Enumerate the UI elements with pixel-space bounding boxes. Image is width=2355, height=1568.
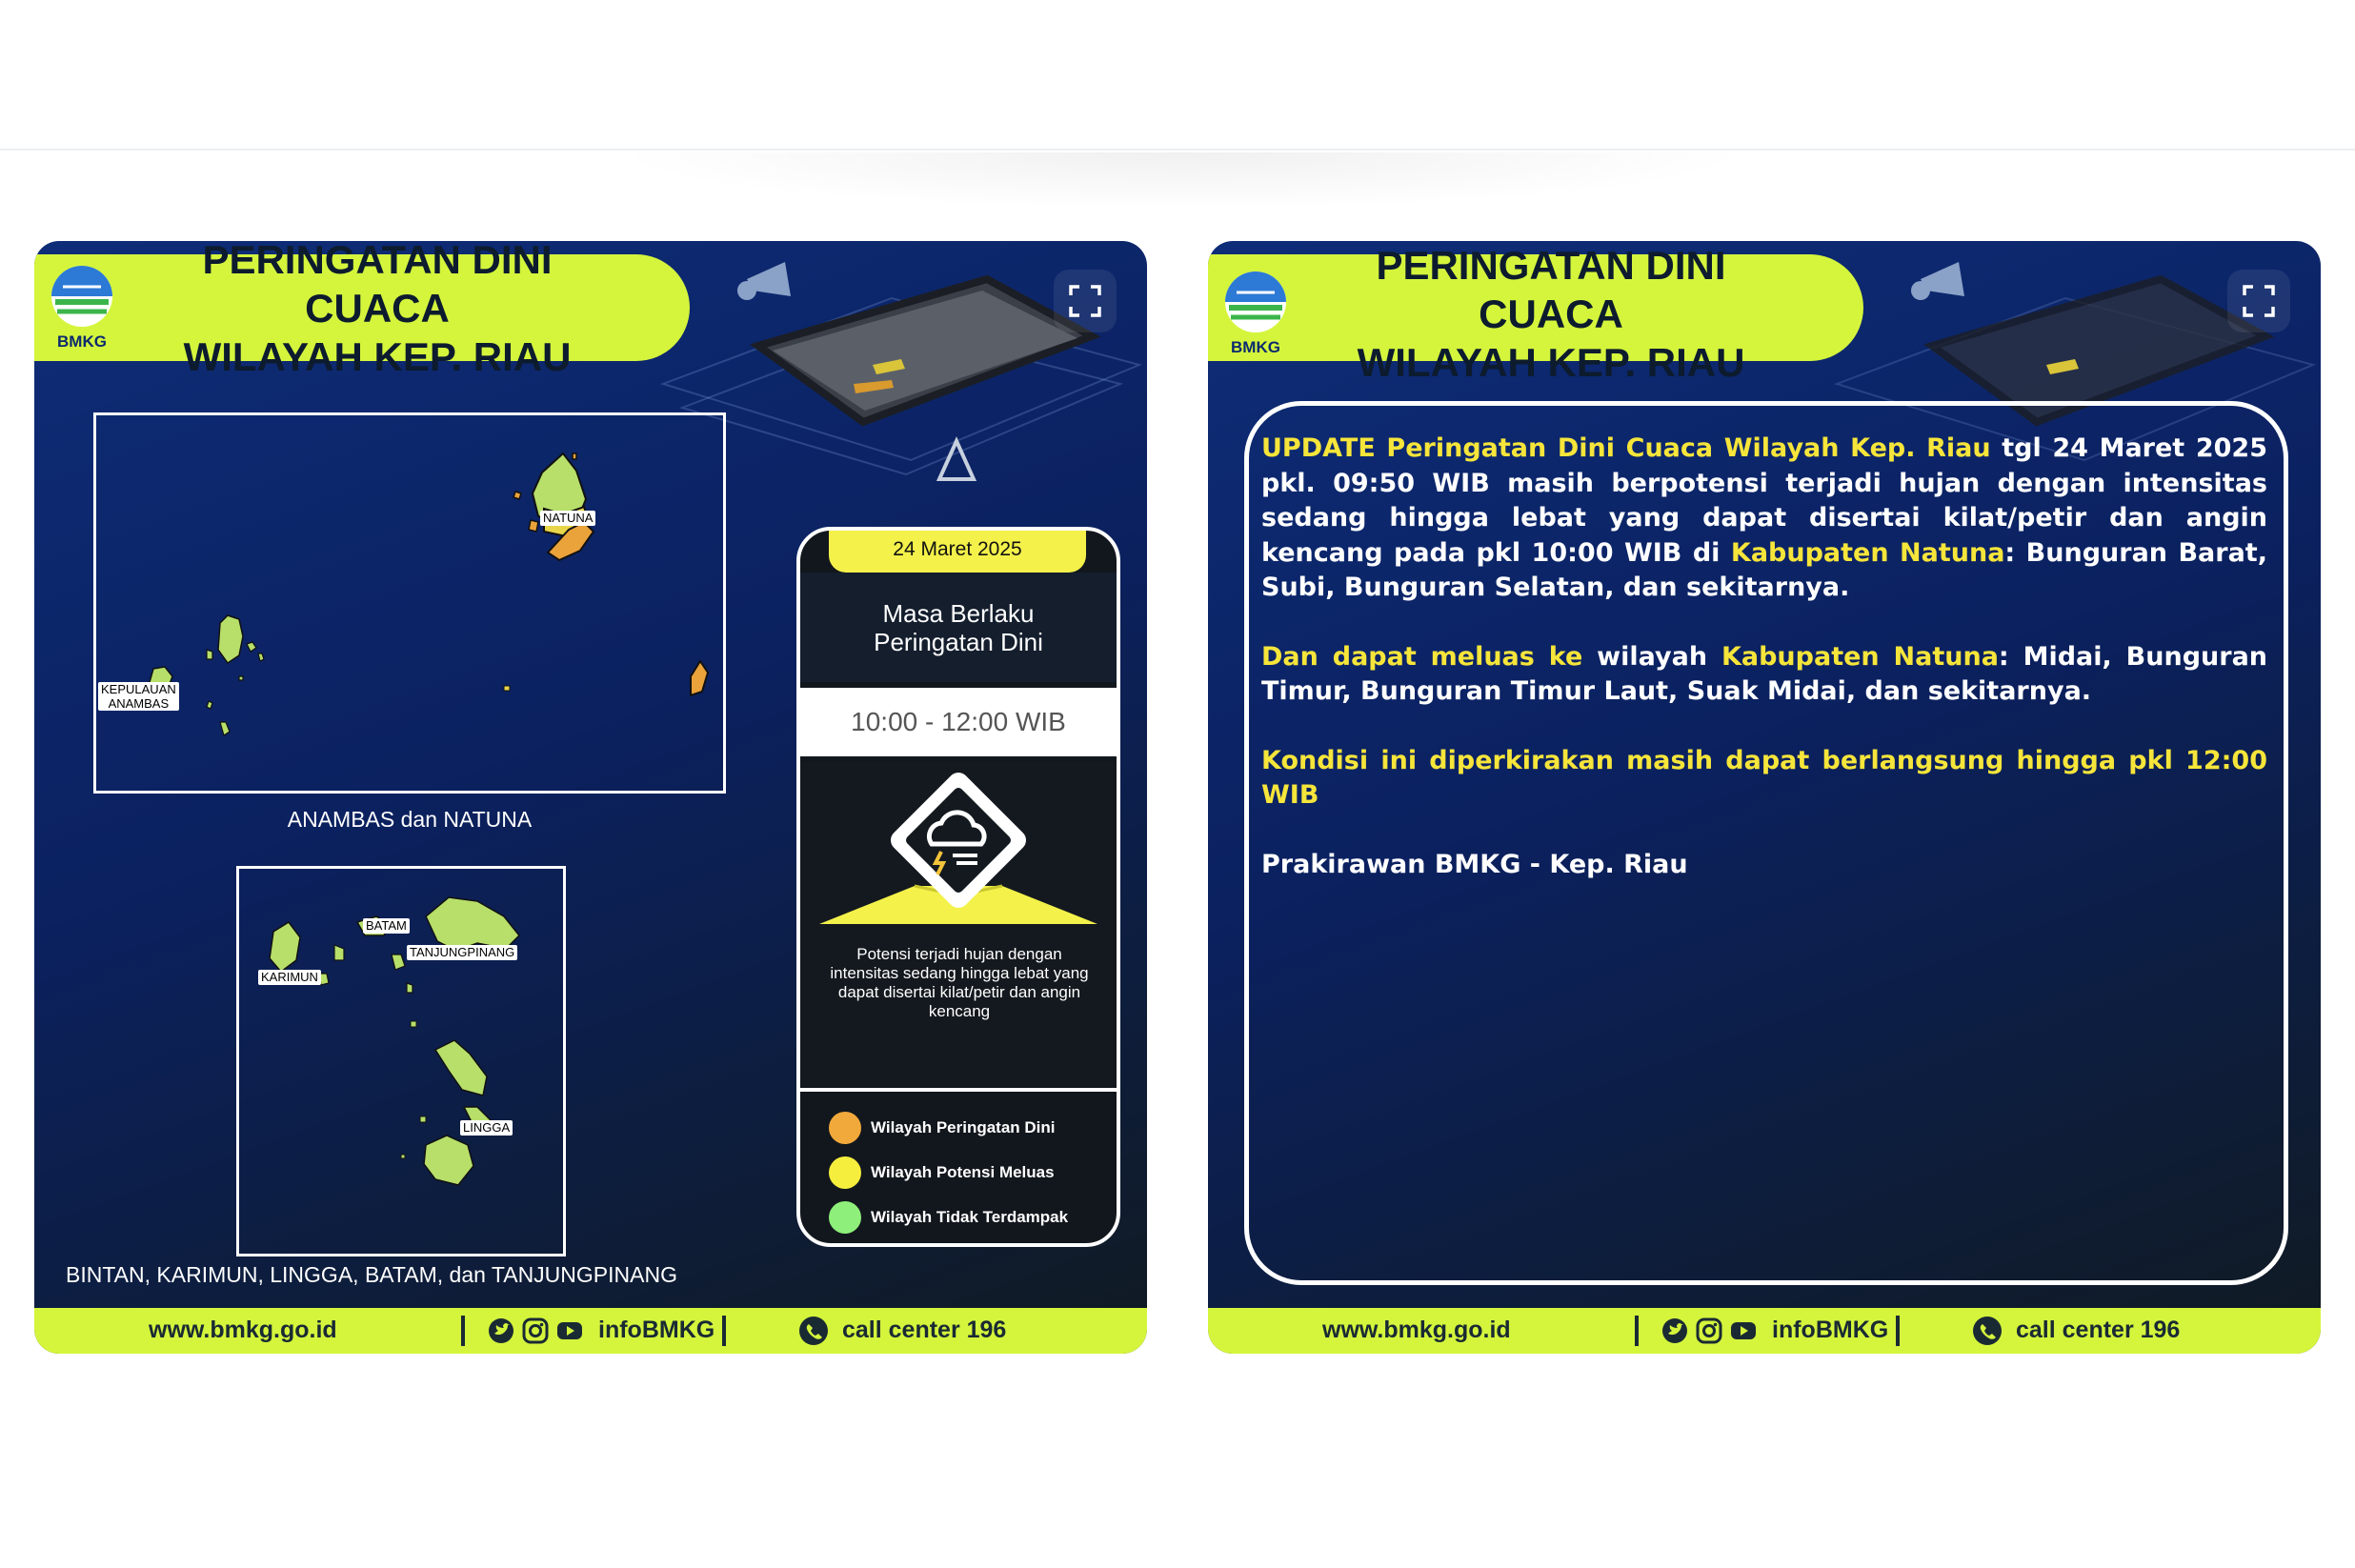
update-paragraph-3: Kondisi ini diperkirakan masih dapat berlangsung hingga pkl 12:00 WIB	[1261, 745, 2267, 810]
warning-card-map[interactable]	[34, 241, 1147, 1354]
card-footer	[1208, 1308, 2321, 1354]
map-legend	[829, 1105, 1105, 1239]
map-caption-bintan: BINTAN, KARIMUN, LINGGA, BATAM, dan TANJUNGPINANG	[66, 1262, 677, 1287]
map-label-tanjungpinang: TANJUNGPINANG	[407, 945, 517, 960]
map-label-anambas: KEPULAUAN ANAMBAS	[98, 682, 179, 711]
bmkg-logo	[1218, 270, 1294, 357]
phone-icon	[1972, 1316, 2003, 1346]
title-line-1: PERINGATAN DINI CUACA	[202, 241, 553, 331]
instagram-icon	[522, 1317, 549, 1344]
warning-card-text[interactable]	[1208, 241, 2321, 1354]
twitter-icon	[488, 1317, 514, 1344]
card-footer	[34, 1308, 1147, 1354]
card-title	[1303, 242, 1799, 385]
megaphone-icon	[1911, 262, 1964, 300]
footer-divider	[1635, 1316, 1639, 1346]
youtube-icon	[1730, 1317, 1757, 1344]
warning-date: 24 Maret 2025	[829, 531, 1086, 573]
expand-icon	[1068, 284, 1102, 318]
phone-icon	[798, 1316, 829, 1346]
title-line-2: WILAYAH KEP. RIAU	[183, 333, 572, 379]
map-label-natuna: NATUNA	[540, 511, 595, 526]
social-icons	[1661, 1317, 1757, 1344]
expand-icon	[2242, 284, 2276, 318]
validity-heading: Masa Berlaku Peringatan Dini	[800, 573, 1117, 682]
youtube-icon	[556, 1317, 583, 1344]
legend-dot-green	[829, 1201, 861, 1234]
legend-divider	[800, 1088, 1117, 1092]
legend-dot-yellow	[829, 1156, 861, 1189]
page-top-bar	[0, 0, 2355, 151]
validity-time-range: 10:00 - 12:00 WIB	[800, 688, 1117, 756]
footer-handle: infoBMKG	[598, 1317, 715, 1343]
update-text	[1261, 432, 2267, 916]
footer-call-center: call center 196	[842, 1317, 1007, 1343]
footer-divider	[1896, 1316, 1900, 1346]
map-anambas-natuna-shapes	[96, 415, 723, 791]
storm-icon	[800, 762, 1117, 943]
weather-illustration	[800, 762, 1117, 1086]
footer-divider	[722, 1316, 726, 1346]
footer-url: www.bmkg.go.id	[1322, 1317, 1511, 1343]
legend-dot-orange	[829, 1112, 861, 1144]
social-icons	[488, 1317, 583, 1344]
warning-info-panel	[796, 527, 1120, 1247]
instagram-icon	[1696, 1317, 1722, 1344]
forecaster-signature: Prakirawan BMKG - Kep. Riau	[1261, 849, 1688, 879]
footer-call-center: call center 196	[2016, 1317, 2181, 1343]
expand-button[interactable]	[1054, 270, 1117, 332]
map-label-batam: BATAM	[363, 918, 410, 934]
legend-item-unaffected: Wilayah Tidak Terdampak	[829, 1195, 1105, 1239]
megaphone-icon	[737, 262, 791, 300]
legend-item-warning: Wilayah Peringatan Dini	[829, 1105, 1105, 1150]
bmkg-logo-text: BMKG	[57, 332, 107, 351]
footer-divider	[461, 1316, 465, 1346]
expand-button[interactable]	[2227, 270, 2290, 332]
twitter-icon	[1661, 1317, 1688, 1344]
map-label-karimun: KARIMUN	[258, 970, 321, 985]
legend-item-potential: Wilayah Potensi Meluas	[829, 1150, 1105, 1195]
top-shadow	[610, 152, 1753, 210]
potensi-description: Potensi terjadi hujan dengan intensitas sedang hingga lebat yang dapat disertai kilat/petir dan angin kencang	[830, 945, 1089, 1020]
title-line-2: WILAYAH KEP. RIAU	[1357, 339, 1745, 385]
bmkg-logo	[44, 264, 120, 352]
footer-handle: infoBMKG	[1772, 1317, 1889, 1343]
title-line-1: PERINGATAN DINI CUACA	[1376, 242, 1726, 336]
update-paragraph-1: UPDATE Peringatan Dini Cuaca Wilayah Kep. Riau tgl 24 Maret 2025 pkl. 09:50 WIB masih berpotensi terjadi hujan dengan intensitas sedang hingga lebat yang dapat disertai kilat/petir dan angin kencang pada pkl 10:00 WIB di Kabupaten Natuna: Bunguran Barat, Subi, Bunguran Selatan, dan sekitarnya.	[1261, 433, 2268, 602]
footer-url: www.bmkg.go.id	[149, 1317, 337, 1343]
bmkg-logo-text: BMKG	[1231, 338, 1280, 356]
map-caption-anambas-natuna: ANAMBAS dan NATUNA	[287, 807, 533, 832]
update-paragraph-2: Dan dapat meluas ke wilayah Kabupaten Natuna: Midai, Bunguran Timur, Bunguran Timur Laut, Suak Midai, dan sekitarnya.	[1261, 641, 2268, 706]
card-title	[130, 241, 625, 379]
map-label-lingga: LINGGA	[460, 1120, 513, 1136]
map-bintan-karimun-lingga	[236, 866, 566, 1256]
map-anambas-natuna	[93, 412, 726, 794]
